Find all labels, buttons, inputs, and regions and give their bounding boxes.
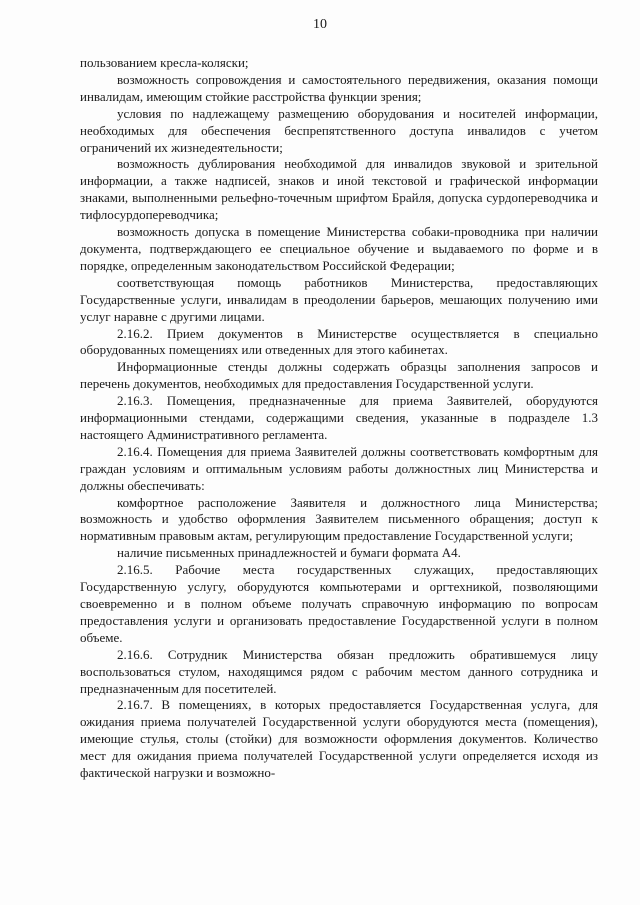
paragraph-2-16-2: 2.16.2. Прием документов в Министерстве осуществляется в специально оборудованных помещениях или отведенных для этого кабинетах.: [80, 325, 598, 358]
paragraph-comfortable-location: комфортное расположение Заявителя и должностного лица Министерства; возможность и удобство оформления Заявителем письменного обращения; доступ к нормативным правовым актам, регулирующим предоставление Государственной услуги;: [80, 494, 598, 544]
paragraph-information-duplication: возможность дублирования необходимой для инвалидов звуковой и зрительной информации, а также надписей, знаков и иной текстовой и графической информации знаками, выполненными рельефно-точечным шрифтом Брайля, допуска сурдопереводчика и тифлосурдопереводчика;: [80, 156, 598, 223]
document-body: [80, 55, 598, 782]
paragraph-2-16-7: 2.16.7. В помещениях, в которых предоставляется Государственная услуга, для ожидания приема получателей Государственной услуги оборудуются места (помещения), имеющие стулья, столы (стойки) для возможности оформления документов. Количество мест для ожидания приема получателей Государственной услуги определяется исходя из фактической нагрузки и возможно-: [80, 697, 598, 781]
paragraph-staff-assistance: соответствующая помощь работников Министерства, предоставляющих Государственные услуги, инвалидам в преодолении барьеров, мешающих получению ими услуг наравне с другими лицами.: [80, 274, 598, 324]
paragraph-2-16-4: 2.16.4. Помещения для приема Заявителей должны соответствовать комфортным для граждан условиям и оптимальным условиям работы должностных лиц Министерства и должны обеспечивать:: [80, 443, 598, 493]
paragraph-writing-supplies: наличие письменных принадлежностей и бумаги формата А4.: [117, 545, 461, 561]
paragraph-continuation: пользованием кресла-коляски;: [80, 55, 249, 70]
paragraph-information-stands: Информационные стенды должны содержать образцы заполнения запросов и перечень документов, необходимых для предоставления Государственной услуги.: [80, 359, 598, 392]
paragraph-2-16-5: 2.16.5. Рабочие места государственных служащих, предоставляющих Государственную услугу, оборудуются компьютерами и оргтехникой, позволяющими своевременно и в полном объеме получать справочную информацию по вопросам предоставления услуги и организовать предоставление Государственной услуги в полном объеме.: [80, 562, 598, 645]
paragraph-escort-assistance: возможность сопровождения и самостоятельного передвижения, оказания помощи инвалидам, имеющим стойкие расстройства функции зрения;: [80, 71, 598, 104]
page-number: 10: [313, 17, 327, 32]
paragraph-equipment-placement: условия по надлежащему размещению оборудования и носителей информации, необходимых для обеспечения беспрепятственного доступа инвалидов с учетом ограничений их жизнедеятельности;: [80, 105, 598, 155]
paragraph-2-16-3: 2.16.3. Помещения, предназначенные для приема Заявителей, оборудуются информационными стендами, содержащими сведения, указанные в подразделе 1.3 настоящего Административного регламента.: [80, 393, 598, 442]
paragraph-guide-dog: возможность допуска в помещение Министерства собаки-проводника при наличии документа, подтверждающего ее специальное обучение и выдаваемого по форме и в порядке, определенным законодательством Российской Федерации;: [80, 224, 598, 273]
paragraph-2-16-6: 2.16.6. Сотрудник Министерства обязан предложить обратившемуся лицу воспользоваться стулом, находящимся рядом с рабочим местом данного сотрудника и предназначенным для посетителей.: [80, 646, 598, 696]
